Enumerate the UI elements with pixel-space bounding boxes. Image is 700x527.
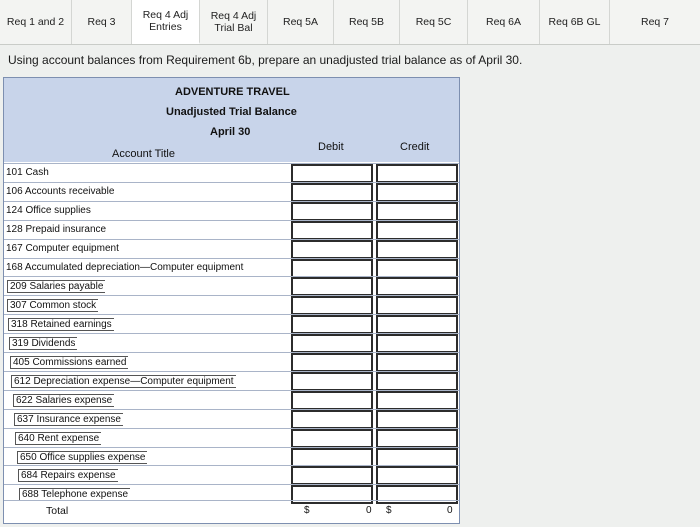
credit-input[interactable] (376, 372, 458, 391)
account-row-label: 622 Salaries expense (13, 394, 114, 407)
requirement-tabs (0, 0, 700, 45)
debit-input[interactable] (291, 391, 373, 410)
debit-input[interactable] (291, 466, 373, 485)
account-row-label: 209 Salaries payable (7, 280, 105, 293)
debit-input[interactable] (291, 240, 373, 259)
account-row-label: 101 Cash (6, 167, 49, 178)
debit-input[interactable] (291, 221, 373, 240)
credit-input[interactable] (376, 429, 458, 448)
credit-header: Credit (400, 141, 430, 153)
tab-req-5a[interactable]: Req 5A (268, 0, 334, 44)
tab-req-1-and-2[interactable]: Req 1 and 2 (0, 0, 72, 44)
credit-input[interactable] (376, 315, 458, 334)
credit-input[interactable] (376, 448, 458, 467)
account-row-label: 688 Telephone expense (19, 488, 130, 501)
account-row-label: 650 Office supplies expense (17, 451, 147, 464)
account-row-label: 640 Rent expense (15, 432, 101, 445)
debit-input[interactable] (291, 448, 373, 467)
credit-input[interactable] (376, 277, 458, 296)
credit-input[interactable] (376, 202, 458, 221)
credit-input[interactable] (376, 164, 458, 183)
statement-title: Unadjusted Trial Balance (166, 106, 297, 118)
tab-req-7[interactable]: Req 7 (640, 16, 670, 28)
account-row-label: 637 Insurance expense (14, 413, 123, 426)
table-header (4, 78, 459, 162)
credit-input[interactable] (376, 183, 458, 202)
account-title-header: Account Title (112, 148, 175, 160)
tab-req-4-adj-trial-bal[interactable]: Req 4 Adj Trial Bal (200, 0, 268, 44)
tab-req-3[interactable]: Req 3 (72, 0, 132, 44)
debit-input[interactable] (291, 277, 373, 296)
debit-input[interactable] (291, 334, 373, 353)
statement-date: April 30 (210, 126, 251, 138)
account-row-label: 318 Retained earnings (8, 318, 114, 331)
debit-input[interactable] (291, 410, 373, 429)
account-row-label: 319 Dividends (9, 337, 77, 350)
total-label: Total (46, 505, 69, 517)
account-row-label: 612 Depreciation expense—Computer equipment (11, 375, 236, 388)
tab-req-4-adj-entries[interactable]: Req 4 Adj Entries (132, 0, 200, 44)
account-row-label: 168 Accumulated depreciation—Computer equipment (6, 261, 244, 273)
account-row-label: 405 Commissions earned (10, 356, 128, 369)
credit-input[interactable] (376, 240, 458, 259)
account-row-label: 128 Prepaid insurance (6, 223, 107, 235)
debit-input[interactable] (291, 485, 373, 504)
debit-input[interactable] (291, 259, 373, 278)
debit-input[interactable] (291, 315, 373, 334)
tab-req-5b[interactable]: Req 5B (334, 0, 400, 44)
account-row-label: 307 Common stock (7, 299, 98, 312)
account-row-label: 106 Accounts receivable (6, 185, 115, 197)
company-name: ADVENTURE TRAVEL (175, 86, 290, 98)
total-debit-value: 0 (366, 505, 372, 516)
debit-input[interactable] (291, 296, 373, 315)
debit-input[interactable] (291, 183, 373, 202)
total-credit-currency: $ (386, 505, 392, 516)
tab-req-6a[interactable]: Req 6A (468, 0, 540, 44)
tab-req-5c[interactable]: Req 5C (400, 0, 468, 44)
debit-input[interactable] (291, 353, 373, 372)
credit-input[interactable] (376, 391, 458, 410)
credit-input[interactable] (376, 259, 458, 278)
credit-input[interactable] (376, 221, 458, 240)
account-row-label: 684 Repairs expense (18, 469, 118, 482)
debit-input[interactable] (291, 164, 373, 183)
credit-input[interactable] (376, 485, 458, 504)
credit-input[interactable] (376, 410, 458, 429)
total-credit-value: 0 (447, 505, 453, 516)
credit-input[interactable] (376, 353, 458, 372)
total-debit-currency: $ (304, 505, 310, 516)
debit-input[interactable] (291, 429, 373, 448)
debit-header: Debit (318, 141, 344, 153)
credit-input[interactable] (376, 334, 458, 353)
credit-input[interactable] (376, 296, 458, 315)
tab-req-6b-gl[interactable]: Req 6B GL (540, 0, 610, 44)
debit-input[interactable] (291, 372, 373, 391)
account-row-label: 167 Computer equipment (6, 242, 119, 254)
instructions-text: Using account balances from Requirement 6b, prepare an unadjusted trial balance as of April 30. (8, 53, 523, 67)
account-row-label: 124 Office supplies (6, 204, 91, 216)
trial-balance-table (3, 77, 460, 524)
debit-input[interactable] (291, 202, 373, 221)
credit-input[interactable] (376, 466, 458, 485)
